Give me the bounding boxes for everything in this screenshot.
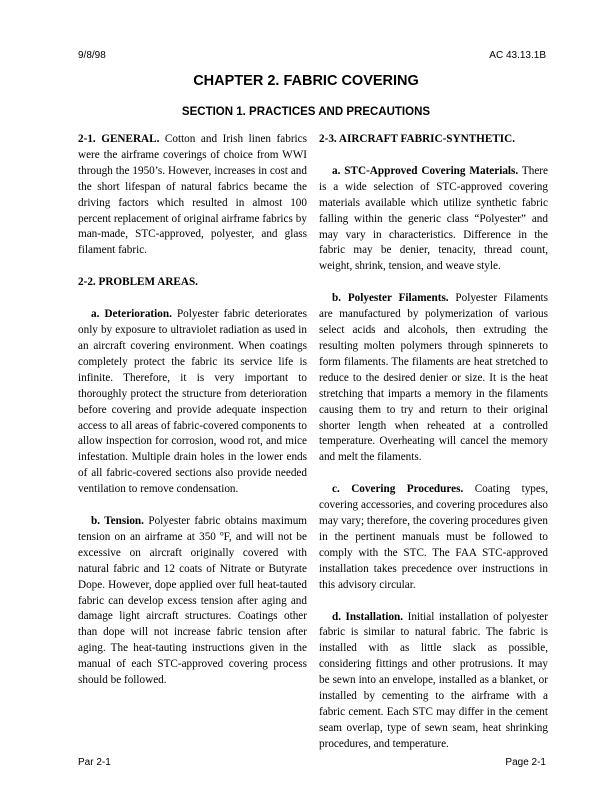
paragraph-2-1 — [78, 132, 307, 259]
subparagraph-heading: a. STC-Approved Covering Materials. — [332, 164, 519, 177]
paragraph-text: Cotton and Irish linen fabrics were the airframe coverings of choice from WWI through the 1950’s. However, increases in cost and the short lifespan of natural fabrics became the driving factors which resulted in almost 100 percent replacement of original airframe fabrics by man-made, STC-approved, polyester, and glass filament fabric. — [78, 133, 307, 257]
paragraph-2-3-b — [319, 291, 548, 466]
subparagraph-heading: d. Installation. — [332, 610, 404, 623]
footer-paragraph-ref: Par 2-1 — [78, 757, 111, 768]
paragraph-2-2-heading: 2-2. PROBLEM AREAS. — [78, 276, 198, 289]
paragraph-2-3-heading: 2-3. AIRCRAFT FABRIC-SYNTHETIC. — [319, 133, 516, 145]
footer-page-number: Page 2-1 — [505, 757, 546, 768]
section-title: SECTION 1. PRACTICES AND PRECAUTIONS — [181, 106, 431, 118]
right-column — [319, 132, 548, 769]
header-ac-number: AC 43.13.1B — [489, 50, 546, 61]
subparagraph-heading: a. Deterioration. — [91, 308, 172, 321]
paragraph-2-2-b — [78, 514, 307, 689]
subparagraph-heading: c. Covering Procedures. — [332, 483, 464, 496]
paragraph-heading: 2-1. GENERAL. — [78, 133, 160, 145]
subparagraph-text: Coating types, covering accessories, and covering procedures also may vary; therefore, the covering procedures given in the pertinent manuals must be followed to comply with the STC. The FAA STC-approved installation takes precedence over instructions in this advisory circular. — [319, 483, 548, 591]
subparagraph-text: Polyester fabric obtains maximum tension on an airframe at 350 ºF, and will not be excessive on aircraft originally covered with natural fabric and 12 coats of Nitrate or Butyrate Dope. However, dope applied over full heat-tauted fabric can develop excess tension after aging and damage light aircraft structures. Coatings other than dope will not increase fabric tension after aging. The heat-tauting instructions given in the manual of each STC-approved covering process should be followed. — [78, 515, 308, 687]
paragraph-2-3-c — [319, 482, 548, 593]
subparagraph-text: Initial installation of polyester fabric is similar to natural fabric. The fabric is installed with as little slack as possible, considering fittings and other protrusions. It may be sewn into an envelope, installed as a blanket, or installed by cementing to the airframe with a fabric cement. Each STC may differ in the cement seam overlap, type of sewn seam, heat shrinking procedures, and temperature. — [319, 610, 549, 750]
paragraph-2-3-a — [319, 164, 548, 275]
subparagraph-text: There is a wide selection of STC-approved covering materials available which utilize synthetic fabric falling within the generic class “Polyester” and may vary in characteristics. Difference in the fabric may be denier, tenacity, thread count, weight, shrink, tension, and weave style. — [319, 164, 548, 273]
subparagraph-text: Polyester fabric deteriorates only by exposure to ultraviolet radiation as used in an aircraft covering environment. When coatings completely protect the fabric its service life is infinite. Therefore, it is very important to thoroughly protect the structure from deterioration before covering and provide adequate inspection access to all areas of fabric-covered components to allow inspection for corrosion, wood rot, and mice infestation. Multiple drain holes in the lower ends of all fabric-covered sections also provide needed ventilation to remove condensation. — [78, 308, 307, 496]
subparagraph-heading: b. Polyester Filaments. — [332, 292, 449, 305]
paragraph-2-2-a — [78, 307, 307, 498]
subparagraph-text: Polyester Filaments are manufactured by polymerization of various select acids and alcohols, then extruding the resulting molten polymers through spinnerets to form filaments. The filaments are heat stretched to reduce to the desired denier or size. It is the heat stretching that imparts a memory in the filaments causing them to try and return to their original shorter length when reheated at a controlled temperature. Overheating will cancel the memory and melt the filaments. — [319, 292, 548, 464]
chapter-title: CHAPTER 2. FABRIC COVERING — [193, 73, 419, 89]
subparagraph-heading: b. Tension. — [91, 515, 144, 528]
left-column — [78, 132, 307, 705]
header-date: 9/8/98 — [78, 50, 106, 61]
paragraph-2-3-d — [319, 610, 548, 753]
